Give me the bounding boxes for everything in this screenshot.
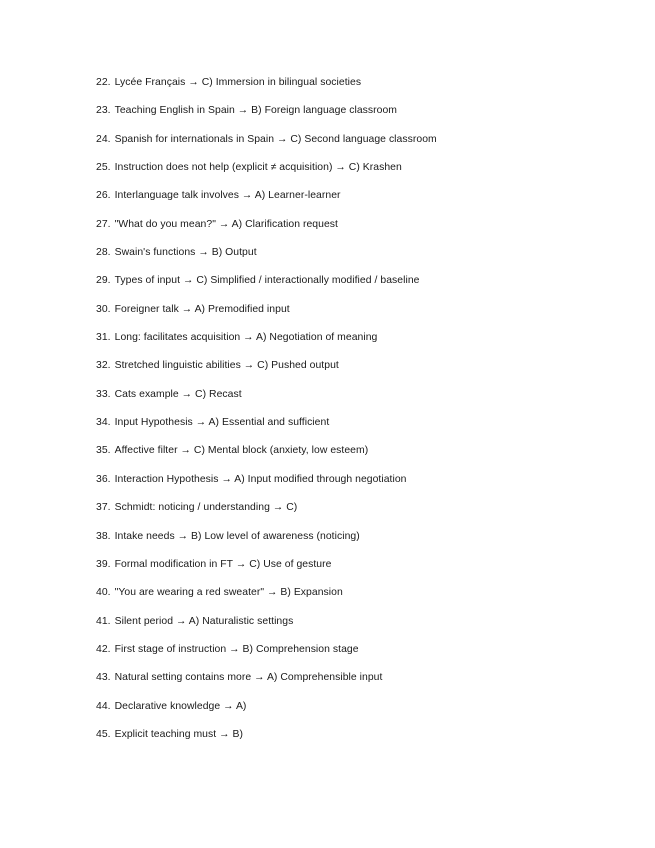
item-text: Lycée Français → C) Immersion in bilingual societies xyxy=(114,77,362,88)
list-item xyxy=(96,132,437,160)
item-number: 27. xyxy=(96,218,111,230)
item-text: Schmidt: noticing / understanding → C) xyxy=(114,502,298,514)
list-item xyxy=(96,302,437,330)
list-item xyxy=(96,217,437,245)
list-item xyxy=(96,500,437,528)
item-text: First stage of instruction → B) Comprehension stage xyxy=(114,643,359,655)
list-item xyxy=(96,699,437,727)
item-text: Instruction does not help (explicit ≠ acquisition) → C) Krashen xyxy=(114,162,402,174)
item-text: "You are wearing a red sweater" → B) Expansion xyxy=(114,587,343,599)
item-number: 29. xyxy=(96,275,111,287)
list-item xyxy=(96,642,437,670)
item-number: 22. xyxy=(96,77,111,88)
item-text: Foreigner talk → A) Premodified input xyxy=(114,303,290,315)
list-item xyxy=(96,273,437,301)
item-text: Stretched linguistic abilities → C) Pushed output xyxy=(114,360,339,372)
list-item xyxy=(96,557,437,585)
item-text: Formal modification in FT → C) Use of gesture xyxy=(114,558,332,570)
list-item xyxy=(96,614,437,642)
item-number: 26. xyxy=(96,190,111,202)
item-text: Silent period → A) Naturalistic settings xyxy=(114,615,294,627)
item-text: Input Hypothesis → A) Essential and sufficient xyxy=(114,417,330,429)
item-text: Spanish for internationals in Spain → C) Second language classroom xyxy=(114,133,437,145)
item-number: 30. xyxy=(96,303,111,315)
item-number: 45. xyxy=(96,728,111,740)
list-item xyxy=(96,472,437,500)
list-item xyxy=(96,103,437,131)
item-number: 25. xyxy=(96,162,111,174)
list-item xyxy=(96,387,437,415)
item-number: 38. xyxy=(96,530,111,542)
item-number: 33. xyxy=(96,388,111,400)
item-text: Interlanguage talk involves → A) Learner-learner xyxy=(114,190,341,202)
list-item xyxy=(96,585,437,613)
item-text: Declarative knowledge → A) xyxy=(114,700,247,712)
list-item xyxy=(96,75,437,103)
item-number: 23. xyxy=(96,105,111,117)
item-number: 40. xyxy=(96,587,111,599)
item-number: 36. xyxy=(96,473,111,485)
item-number: 39. xyxy=(96,558,111,570)
item-text: Natural setting contains more → A) Comprehensible input xyxy=(114,672,383,684)
item-text: Long: facilitates acquisition → A) Negotiation of meaning xyxy=(114,332,378,344)
item-number: 34. xyxy=(96,417,111,429)
list-item xyxy=(96,727,437,755)
item-number: 28. xyxy=(96,247,111,259)
item-number: 44. xyxy=(96,700,111,712)
item-number: 43. xyxy=(96,672,111,684)
list-item xyxy=(96,160,437,188)
item-text: Explicit teaching must → B) xyxy=(114,728,244,740)
item-text: Affective filter → C) Mental block (anxiety, low esteem) xyxy=(114,445,369,457)
item-text: Swain's functions → B) Output xyxy=(114,247,257,259)
list-item xyxy=(96,358,437,386)
list-item xyxy=(96,443,437,471)
item-number: 42. xyxy=(96,643,111,655)
list-item xyxy=(96,670,437,698)
list-item xyxy=(96,415,437,443)
item-text: Cats example → C) Recast xyxy=(114,388,242,400)
item-number: 35. xyxy=(96,445,111,457)
item-text: Interaction Hypothesis → A) Input modified through negotiation xyxy=(114,473,407,485)
item-number: 41. xyxy=(96,615,111,627)
item-text: Teaching English in Spain → B) Foreign language classroom xyxy=(114,105,398,117)
item-number: 37. xyxy=(96,502,111,514)
list-item xyxy=(96,529,437,557)
list-item xyxy=(96,330,437,358)
item-number: 31. xyxy=(96,332,111,344)
list-item xyxy=(96,188,437,216)
answer-list xyxy=(96,75,437,755)
list-item xyxy=(96,245,437,273)
item-text: Types of input → C) Simplified / interactionally modified / baseline xyxy=(114,275,420,287)
item-number: 24. xyxy=(96,133,111,145)
item-number: 32. xyxy=(96,360,111,372)
item-text: "What do you mean?" → A) Clarification request xyxy=(114,218,338,230)
item-text: Intake needs → B) Low level of awareness (noticing) xyxy=(114,530,360,542)
